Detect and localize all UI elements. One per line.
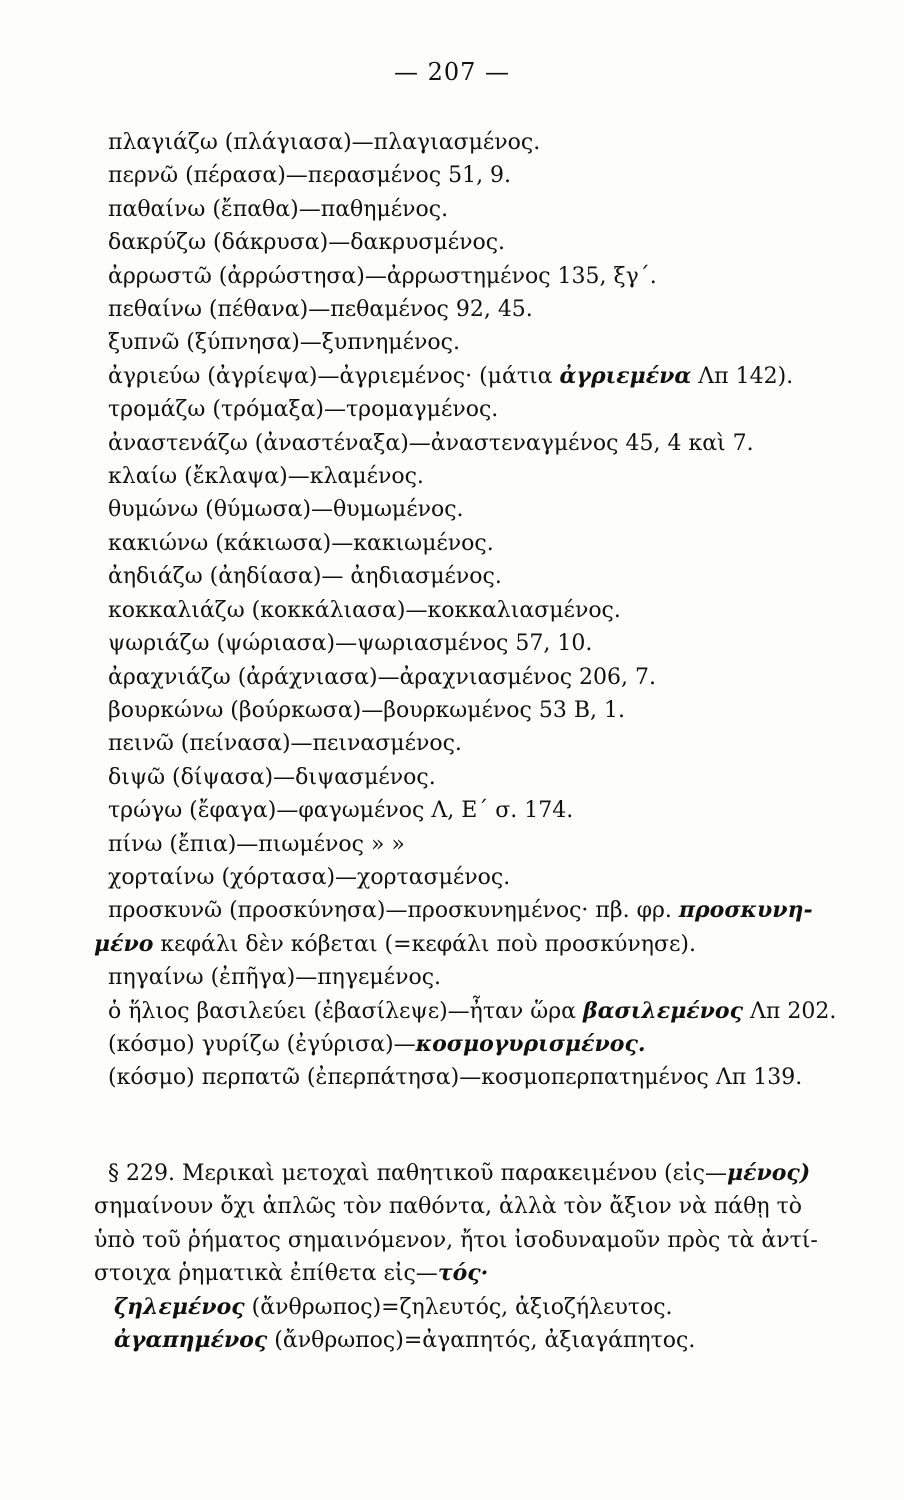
line-text: τρώγω (ἔφαγα)—φαγωμένος Λ, Ε΄ σ. 174. <box>108 798 574 824</box>
line-text: βουρκώνω (βούρκωσα)—βουρκωμένος 53 Β, 1. <box>108 697 625 723</box>
line-text: ὁ ἥλιος βασιλεύει (ἐβασίλεψε)—ἦταν ὥρα <box>108 998 583 1024</box>
entry-line <box>108 594 828 627</box>
emphasized-word: βασιλεμένος <box>582 997 743 1024</box>
emphasized-word: μένος) <box>727 1160 811 1186</box>
line-text: ἀγριεύω (ἀγρίεψα)—ἀγριεμένος· (μάτια <box>108 363 560 389</box>
section-line <box>94 1157 822 1190</box>
emphasized-word: ἀγριεμένα <box>559 362 692 389</box>
line-text: πηγαίνω (ἐπῆγα)—πηγεμένος. <box>108 965 442 991</box>
emphasized-word: κοσμογυρισμένος. <box>415 1030 646 1057</box>
line-text: στοιχα ῥηματικὰ ἐπίθετα εἰς— <box>94 1261 438 1287</box>
entry-line <box>108 1061 828 1094</box>
entry-line <box>94 928 828 961</box>
definition-line <box>94 1324 822 1357</box>
line-text: κοκκαλιάζω (κοκκάλιασα)—κοκκαλιασμένος. <box>108 597 621 623</box>
entry-line <box>108 460 828 493</box>
line-text: κεφάλι δὲν κόβεται (=κεφάλι ποὺ προσκύνησε). <box>153 931 696 957</box>
entry-line <box>108 794 828 827</box>
page-number: — 207 — <box>393 58 511 86</box>
line-text: παθαίνω (ἔπαθα)—παθημένος. <box>108 196 449 222</box>
line-text: σημαίνουν ὄχι ἁπλῶς τὸν παθόντα, ἀλλὰ τὸν ἄξιον νὰ πάθῃ τὸ <box>94 1194 802 1220</box>
emphasized-word: ἀγαπημένος <box>114 1327 268 1354</box>
line-text: (κόσμο) γυρίζω (ἐγύρισα)— <box>108 1031 416 1057</box>
line-text: ἀηδιάζω (ἀηδίασα)— ἀηδιασμένος. <box>108 564 502 590</box>
entry-line <box>108 360 828 393</box>
entry-line <box>108 694 828 727</box>
entry-line <box>108 1028 828 1061</box>
line-text: πεθαίνω (πέθανα)—πεθαμένος 92, 45. <box>108 297 533 323</box>
definition-list <box>94 1291 822 1358</box>
line-text: ἀναστενάζω (ἀναστέναξα)—ἀναστεναγμένος 45, 4 καὶ 7. <box>108 430 754 456</box>
emphasized-word: μένο <box>94 930 154 957</box>
entry-line <box>108 828 828 861</box>
line-text: ἀραχνιάζω (ἀράχνιασα)—ἀραχνιασμένος 206, 7. <box>108 664 657 690</box>
emphasized-word: προσκυνη- <box>678 897 813 924</box>
section-line <box>94 1257 822 1290</box>
line-text: (κόσμο) περπατῶ (ἐπερπάτησα)—κοσμοπερπατημένος Λπ 139. <box>108 1065 803 1091</box>
entry-line <box>108 560 828 593</box>
entry-line <box>108 193 828 226</box>
line-text: πίνω (ἔπια)—πιωμένος » » <box>108 831 405 857</box>
line-text: διψῶ (δίψασα)—διψασμένος. <box>108 764 436 790</box>
section-paragraph <box>94 1157 822 1291</box>
line-text: τρομάζω (τρόμαξα)—τρομαγμένος. <box>108 397 499 423</box>
line-text: (ἄνθρωπος)=ζηλευτός, ἀξιοζήλευτος. <box>244 1294 673 1320</box>
entry-line <box>108 326 828 359</box>
entry-line <box>108 961 828 994</box>
line-text: πεινῶ (πείνασα)—πεινασμένος. <box>108 731 462 757</box>
entry-line <box>108 393 828 426</box>
line-text: κλαίω (ἔκλαψα)—κλαμένος. <box>108 464 424 490</box>
line-text: θυμώνω (θύμωσα)—θυμωμένος. <box>108 497 464 523</box>
entry-line <box>108 126 828 159</box>
entry-line <box>108 527 828 560</box>
emphasized-word: τός· <box>437 1260 489 1287</box>
entry-list <box>94 126 837 1095</box>
line-text: κακιώνω (κάκιωσα)—κακιωμένος. <box>108 530 494 556</box>
entry-line <box>108 995 837 1028</box>
line-text: ψωριάζω (ψώριασα)—ψωριασμένος 57, 10. <box>108 631 593 657</box>
line-text: ὑπὸ τοῦ ῥήματος σημαινόμενον, ἤτοι ἰσοδυναμοῦν πρὸς τὰ ἀντί- <box>94 1227 818 1253</box>
entry-line <box>108 627 828 660</box>
entry-line <box>108 861 828 894</box>
entry-line <box>108 894 828 927</box>
line-text: προσκυνῶ (προσκύνησα)—προσκυνημένος· πβ. φρ. <box>108 898 679 924</box>
section-line <box>94 1224 822 1257</box>
entry-line <box>108 761 828 794</box>
entry-line <box>108 727 828 760</box>
entry-line <box>108 293 828 326</box>
line-text: (ἄνθρωπος)=ἀγαπητός, ἀξιαγάπητος. <box>267 1328 696 1354</box>
entry-line <box>108 226 828 259</box>
definition-line <box>94 1291 822 1324</box>
line-text: § 229. Μερικαὶ μετοχαὶ παθητικοῦ παρακειμένου (εἰς— <box>108 1161 727 1186</box>
line-text: περνῶ (πέρασα)—περασμένος 51, 9. <box>108 163 512 189</box>
line-text: Λπ 142). <box>691 363 794 389</box>
entry-line <box>108 661 828 694</box>
entry-line <box>108 493 828 526</box>
entry-line <box>108 427 828 460</box>
entry-line <box>108 260 828 293</box>
line-text: Λπ 202. <box>743 998 837 1024</box>
section-line <box>94 1190 822 1223</box>
emphasized-word: ζηλεμένος <box>114 1293 245 1320</box>
line-text: ἀρρωστῶ (ἀρρώστησα)—ἀρρωστημένος 135, ξγ΄. <box>108 263 657 289</box>
section-229 <box>94 1157 822 1357</box>
line-text: δακρύζω (δάκρυσα)—δακρυσμένος. <box>108 230 506 256</box>
line-text: χορταίνω (χόρτασα)—χορτασμένος. <box>108 864 511 890</box>
line-text: πλαγιάζω (πλάγιασα)—πλαγιασμένος. <box>108 130 541 155</box>
entry-line <box>108 159 828 192</box>
line-text: ξυπνῶ (ξύπνησα)—ξυπνημένος. <box>108 330 460 356</box>
